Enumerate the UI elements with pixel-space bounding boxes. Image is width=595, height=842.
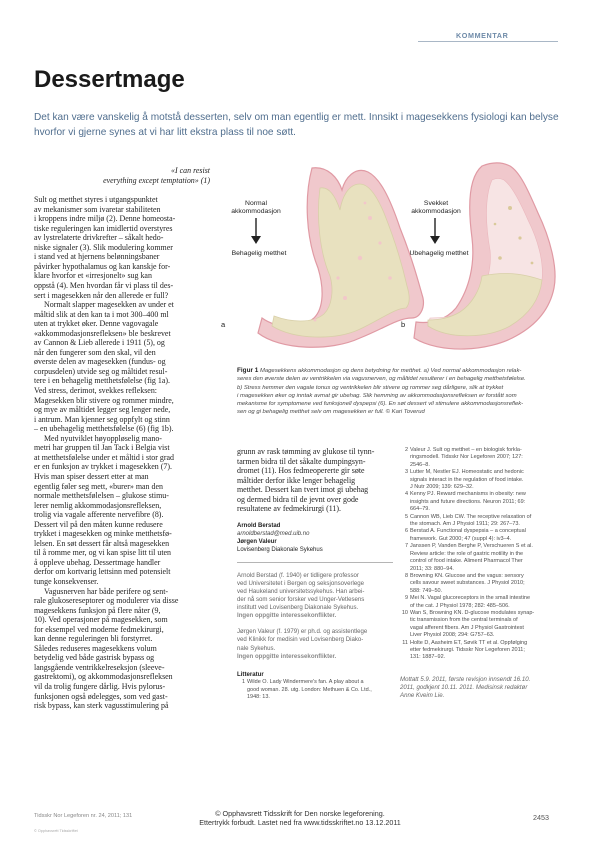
text-line: gastrektomi), og akkommodasjonsrefleksen <box>34 672 173 682</box>
body-column-1 <box>34 166 210 711</box>
author-2-bio: Jørgen Valeur (f. 1979) er ph.d. og assistentlege ved Klinikk for medisin ved Lovisenberg Diako- nale Sykehus. Ingen oppgitte interessekonflikter. <box>237 628 368 660</box>
text-line: er en funksjon av trykket i magesekken (7). <box>34 462 172 472</box>
arrow-b <box>430 218 440 244</box>
text-line: egentlig føler seg mett, «burer» man den <box>34 481 163 491</box>
text-line: tarmen bidra til det såkalte dumpingsyn- <box>237 456 366 466</box>
text-line: øverste delen av magesekken (fundus- og <box>34 357 166 367</box>
reference-item: 7 Janssen P, Vanden Berghe P, Verschueren S et al. Review article: the role of gastric motility in the control of food intake. Aliment Pharmacol Ther 2011; 33: 880–94. <box>404 543 533 572</box>
copyright-notice: © Opphavsrett Tidsskrift for Den norske legeforening. Ettertrykk forbudt. Lastet ned fra www.tidsskriftet.no 13.12.2011 <box>199 809 401 827</box>
label-comfortable-satiety: Behagelig metthet <box>231 250 287 257</box>
epigraph: «I can resist everything except temptation» (1) <box>103 166 210 185</box>
text-line: av lystrelaterte drivkrefter – såkalt hedo- <box>34 233 164 243</box>
text-line: uten at trykket øker. Denne vagovagale <box>34 319 159 329</box>
label-impaired-accommodation: Svekket akkommodasjon <box>411 200 461 216</box>
reference-item: 11 Holte D, Aasheim ET, Søvik TT et al. Oppfølging etter fedmekirurgi. Tidsskr Nor Legeforen 2011; 131: 1887–92. <box>402 639 528 661</box>
body-column-2 <box>237 447 393 702</box>
reference-item: 6 Berstad A. Functional dyspepsia – a conceptual framework. Gut 2000; 47 (suppl 4): iv3–4. <box>404 528 526 542</box>
article-title: Dessertmage <box>34 66 185 93</box>
reference-item: 3 Lutter M, Nestler EJ. Homeostatic and hedonic signals interact in the regulation of food intake. J Nutr 2009; 139: 629–32. <box>404 469 524 491</box>
arrow-a <box>251 218 261 244</box>
text-line: til å romme mer, og vi kan spise litt til uten <box>34 548 172 558</box>
text-line: sert i magesekken når den allerede er full? <box>34 290 169 300</box>
text-line: langsgående ventrikkelreseksjon (sleeve- <box>34 662 165 672</box>
text-line: derfor om kortvarig lettsinn med potensielt <box>34 567 171 577</box>
text-line: for eksempel ved moderne fedmekirurgi, <box>34 624 164 634</box>
author-block <box>237 522 393 554</box>
text-line: tiske reguleringen kan imidlertid overstyres <box>34 223 173 233</box>
text-line: når den fungerer som den skal, vil den <box>34 347 156 357</box>
author-email[interactable]: arnoldberstad@med.uib.no <box>237 530 310 537</box>
author-1-bio: Arnold Berstad (f. 1940) er tidligere professor ved Universitetet i Bergen og seksjonsoverlege ved Haukeland universitetssykehus. Han arbei- der nå som senior forsker ved Unger-Vetlesens institutt ved Lovisenberg Diakonale Sykehus. Ingen oppgitte interessekonflikter. <box>237 571 365 620</box>
text-line: tunge konsekvenser. <box>34 576 99 586</box>
text-line: funksjonen også ødelegges, som ved gast- <box>34 691 168 701</box>
author-1-name: Arnold Berstad <box>237 522 281 529</box>
reference-item: 1 Wilde O. Lady Windermere's fan. A play about a good woman. 28. utg. London: Methuen & Co. Ltd., 1948: 13. <box>241 679 372 701</box>
text-line: å oppleve ubehag. Dessertmage handler <box>34 557 161 567</box>
section-label: KOMMENTAR <box>456 31 509 40</box>
text-line: av mekanismer som ivaretar stabiliteten <box>34 204 161 214</box>
text-line: vil da trolig fungere dårlig. Hvis pylorus- <box>34 681 166 691</box>
text-line: grunn av rask tømming av glukose til tynn- <box>237 447 375 456</box>
journal-citation: Tidsskr Nor Legeforen nr. 24, 2011; 131 <box>34 813 133 819</box>
text-line: måltider derfor ikke lenger behagelig <box>237 475 356 485</box>
text-line: og dermed bidra til de jevnt over gode <box>237 494 359 504</box>
text-line: «akkommodasjonsrefleksen» ble beskrevet <box>34 328 171 338</box>
label-normal-accommodation: Normal akkommodasjon <box>231 200 281 216</box>
text-line: lelsen. En søt dessert får altså magesekken <box>34 538 170 548</box>
text-line: Med nyutviklet høyoppløselig mano- <box>44 433 162 443</box>
text-line: rale glukosereseptorer og modulerer via disse <box>34 596 179 606</box>
literature-heading: Litteratur <box>237 670 264 678</box>
submission-notice: Mottatt 5.9. 2011, første revisjon innsendt 16.10. 2011, godkjent 10.11. 2011. Medisinsk redaktør Anne Kveim Lie. <box>400 675 531 699</box>
reference-item: 5 Cannon WB, Lieb CW. The receptive relaxation of the stomach. Am J Physiol 1911; 29: 267–73. <box>404 513 532 528</box>
text-line: betydelig ved både gastrisk bypass og <box>34 653 155 663</box>
text-line: niske signaler (3). Slik modulering kommer <box>34 242 173 252</box>
text-line: dromet (11). Hos fedmeopererte gir søte <box>237 466 365 476</box>
text-line: Vagusnerven har både perifere og sent- <box>44 586 169 596</box>
author-affiliation: Lovisenberg Diakonale Sykehus <box>237 546 323 553</box>
text-line: metthet. Dessert kan tvert imot gi ubehag <box>237 485 369 495</box>
text-line: magesekkens funksjon på flere nåter (9, <box>34 605 161 615</box>
page-number: 2453 <box>533 813 549 822</box>
text-line: Ved stress, derimot, svekkes refleksen: <box>34 386 157 396</box>
text-line: resultatene av fedmekirurgi (11). <box>237 504 342 514</box>
text-line: risk bypass, kan sterk vagusstimulering på <box>34 701 169 711</box>
text-line: Hvis man spiser dessert etter at man <box>34 471 149 481</box>
text-line: Magesekken blir stivere og rommer mindre, <box>34 395 174 405</box>
text-line: i antrum. Man kjenner seg oppfylt og stinn <box>34 414 170 424</box>
text-line: trykket i magesekken og minke metthetsfø- <box>34 529 172 539</box>
figure-caption: Figur 1 Magesekkens akkommodasjon og dens betydning for metthet. a) Ved normal akkommodasjon relak- seres den øverste delen av ventrikkelen via vagusnerven, og måltidet resulterer i en behagelig metthetsfølelse. b) Stress hemmer den vagale tonus og ventrikkelen blir stivere og rommer seg dårligere, slik at trykket i magesekken øker og inntak avmat gir ubehag. Slik hemming av akkommodasjonsrefleksen er forstått som mekanisme for symptomene ved funksjonell dyspepsi (6). En søt dessert vil stimulere akkommodasjonsreflek- sen og gi behagelig metthet selv om magesekken er full. © Kari Toverud <box>237 367 526 416</box>
text-line: normale metthetsfølelsen – glukose stimu- <box>34 491 169 501</box>
text-line: i kroppens indre miljø (2). Denne homeosta- <box>34 214 176 224</box>
reference-list <box>400 447 562 662</box>
reference-item: 8 Browning KN. Glucose and the vagus: sensory cells savour sweet substances. J Physiol 2010; 588: 749–50. <box>404 572 525 594</box>
caption-label: Figur 1 <box>237 367 259 374</box>
text-line: måltid slik at den kan ta i mot 300–400 ml <box>34 309 169 319</box>
text-line: påvirker hypothalamus og kan kanskje for- <box>34 261 171 271</box>
header-rule <box>418 41 558 42</box>
text-line: og mye av måltidet legger seg lenger nede, <box>34 405 171 415</box>
reference-item: 4 Kenny PJ. Reward mechanisms in obesity: new insights and future directions. Neuron 2011; 69: 664–79. <box>404 491 526 513</box>
stomach-illustration <box>220 158 560 363</box>
references-column <box>400 447 562 700</box>
text-line: oppstå (4). Men hvordan får vi plass til des- <box>34 281 174 291</box>
text-line: Normalt slapper magesekken av under et <box>44 300 174 310</box>
reference-item: 9 Mei N. Vagal glucoreceptors in the small intestine of the cat. J Physiol 1978; 282: 485–506. <box>404 595 531 609</box>
label-uncomfortable-satiety: Ubehagelig metthet <box>409 250 469 257</box>
divider <box>237 562 393 563</box>
text-line: – en ubehagelig metthetsfølelse (6) (fig 1b). <box>34 424 174 434</box>
panel-letter-a: a <box>221 320 226 329</box>
text-line: tere i en behagelig metthetsfølelse (fig 1a). <box>34 376 170 386</box>
text-line: lerer nemlig akkommodasjonsrefleksen, <box>34 500 162 510</box>
small-copyright: © Opphavsrett Tidsskriftet <box>34 829 78 833</box>
text-line: at metthetsfølelse under et måltid i stor grad <box>34 452 174 462</box>
text-line: 10). Ved operasjoner på magesekken, som <box>34 615 168 625</box>
text-line: corpusdelen) utvide seg og måltidet resul- <box>34 366 168 376</box>
text-line: Sult og metthet styres i utgangspunktet <box>34 195 158 205</box>
text-line: av Cannon & Lieb allerede i 1911 (5), og <box>34 338 165 348</box>
text-line: kan denne reguleringen bli forstyrret. <box>34 634 153 644</box>
text-line: Således reduseres magesekkens volum <box>34 643 157 653</box>
author-2-name: Jørgen Valeur <box>237 538 277 545</box>
reference-item: 10 Wan S, Browning KN. D-glucose modulates synap- tic transmission from the central terminals of vagal afferent fibers. Am J Physiol Gastrointest Liver Physiol 2008; 294: G757–63. <box>401 609 535 639</box>
text-line: metri har gruppen til Jan Tack i Belgia vist <box>34 443 170 453</box>
text-line: trolig via vagale afferente nervefibre (8). <box>34 510 164 520</box>
text-line: Dessert vil på den måten kunne redusere <box>34 519 163 529</box>
reference-item: 2 Valeur J. Sult og metthet – en biologisk forkla- ringsmodell. Tidsskr Nor Legeforen 2007; 127: 2546–8. <box>404 447 523 468</box>
body-text <box>34 195 210 711</box>
figure-stomach <box>220 158 560 363</box>
article-lead: Det kan være vanskelig å motstå desserten, selv om man egentlig er mett. Innsikt i magesekkens fysiologi kan belyse hvorfor vi gjerne synes at vi har litt ekstra plass til noe søtt. <box>34 112 559 138</box>
panel-letter-b: b <box>401 320 406 329</box>
text-line: i stand ved at hjernens belønningsbaner <box>34 252 160 262</box>
text-line: klare hvorfor et «irresjonelt» sug kan <box>34 271 152 281</box>
body-text-continued <box>237 447 393 514</box>
